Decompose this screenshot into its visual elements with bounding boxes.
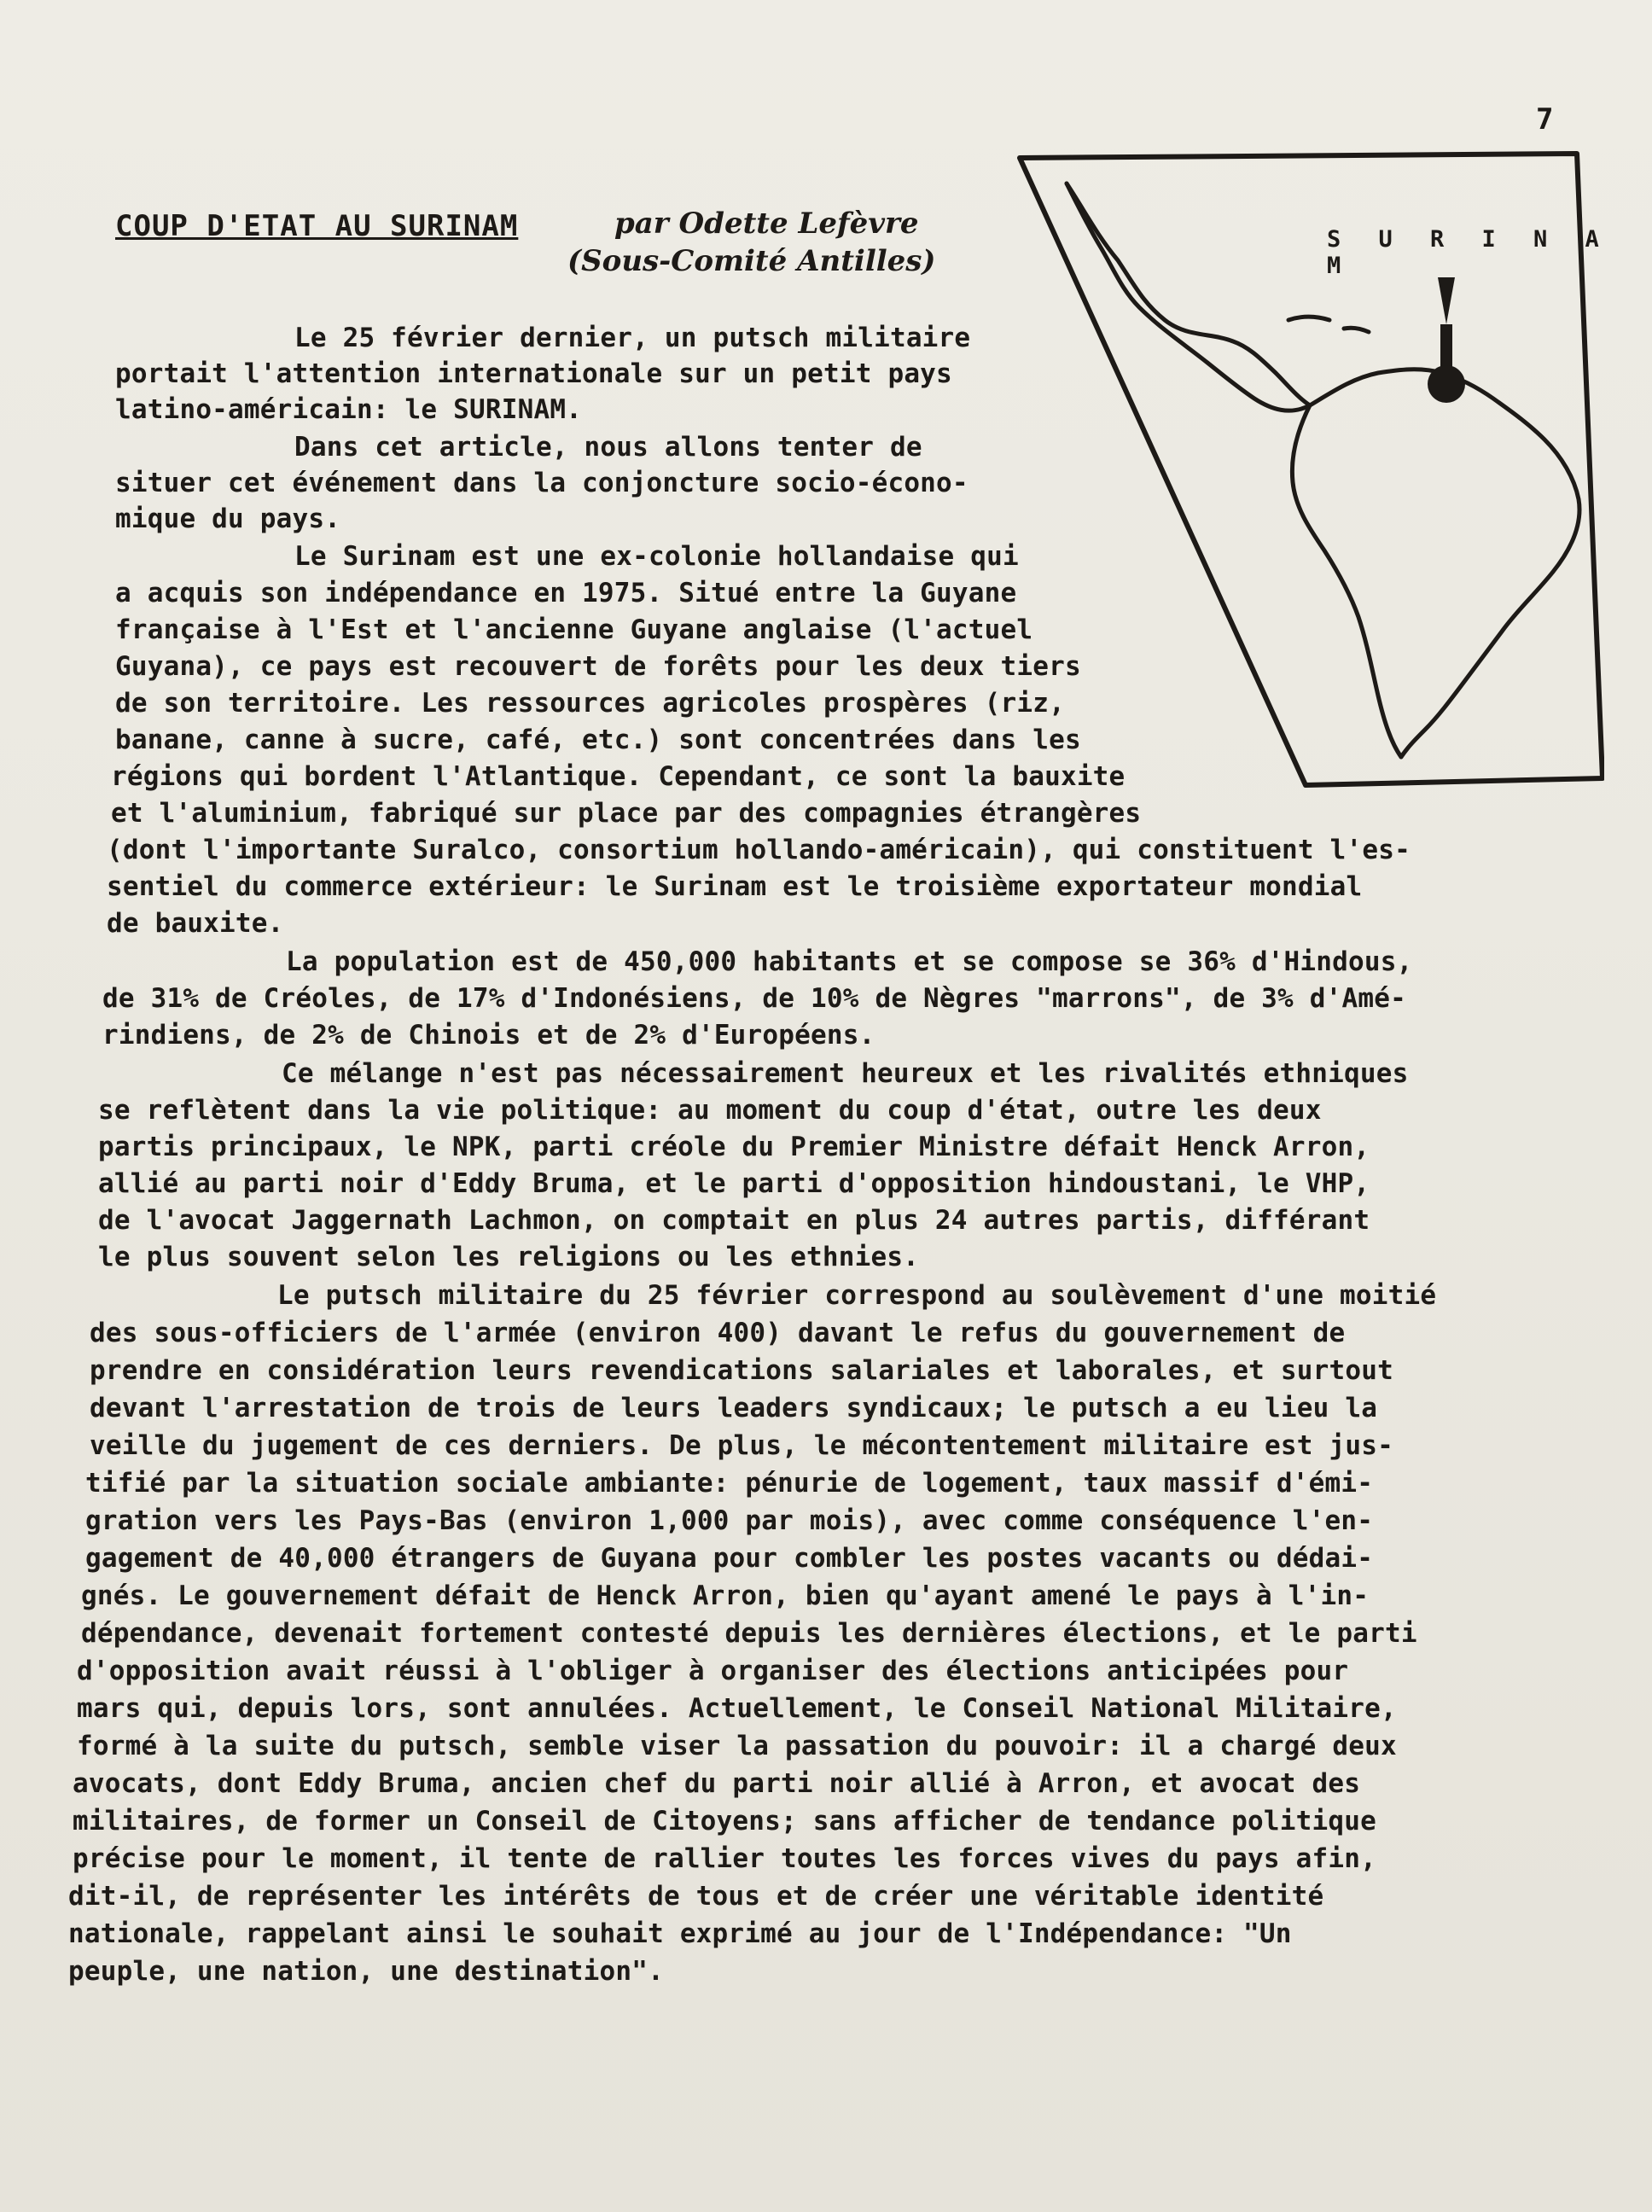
text-line: française à l'Est et l'ancienne Guyane anglaise (l'actuel [115, 614, 1033, 645]
byline-affiliation: (Sous-Comité Antilles) [567, 244, 936, 278]
text-line: allié au parti noir d'Eddy Bruma, et le parti d'opposition hindoustani, le VHP, [98, 1168, 1370, 1199]
text-line: formé à la suite du putsch, semble viser la passation du pouvoir: il a chargé deux [77, 1731, 1397, 1761]
text-line: d'opposition avait réussi à l'obliger à organiser des élections anticipées pour [77, 1656, 1349, 1686]
byline-author: par Odette Lefèvre [614, 207, 919, 241]
text-line: situer cet événement dans la conjoncture socio-écono- [115, 468, 969, 498]
text-line: gration vers les Pays-Bas (environ 1,000 par mois), avec comme conséquence l'en- [85, 1505, 1374, 1536]
byline [567, 205, 936, 280]
text-line: le plus souvent selon les religions ou les ethnies. [98, 1242, 920, 1272]
text-line: de l'avocat Jaggernath Lachmon, on comptait en plus 24 autres partis, différant [98, 1205, 1370, 1236]
text-line: militaires, de former un Conseil de Citoyens; sans afficher de tendance politique [73, 1806, 1376, 1837]
text-line: rindiens, de 2% de Chinois et de 2% d'Européens. [102, 1020, 875, 1051]
text-line: avocats, dont Eddy Bruma, ancien chef du parti noir allié à Arron, et avocat des [73, 1768, 1361, 1799]
text-line: veille du jugement de ces derniers. De plus, le mécontentement militaire est jus- [90, 1430, 1393, 1461]
text-line: tifié par la situation sociale ambiante: pénurie de logement, taux massif d'émi- [85, 1468, 1374, 1499]
text-line: se reflètent dans la vie politique: au moment du coup d'état, outre les deux [98, 1095, 1322, 1126]
text-line: (dont l'importante Suralco, consortium hollando-américain), qui constituent l'es- [107, 835, 1411, 865]
text-line: partis principaux, le NPK, parti créole du Premier Ministre défait Henck Arron, [98, 1132, 1370, 1162]
text-line: peuple, une nation, une destination". [68, 1956, 664, 1987]
text-line: banane, canne à sucre, café, etc.) sont concentrées dans les [115, 725, 1081, 755]
text-line: Le putsch militaire du 25 février correspond au soulèvement d'une moitié [277, 1280, 1437, 1311]
text-line: sentiel du commerce extérieur: le Surinam est le troisième exportateur mondial [107, 871, 1363, 902]
text-line: gnés. Le gouvernement défait de Henck Arron, bien qu'ayant amené le pays à l'in- [81, 1580, 1370, 1611]
text-line: et l'aluminium, fabriqué sur place par des compagnies étrangères [111, 798, 1142, 829]
page-number: 7 [1536, 102, 1554, 137]
text-line: de 31% de Créoles, de 17% d'Indonésiens, de 10% de Nègres "marrons", de 3% d'Amé- [102, 983, 1406, 1014]
text-line: dépendance, devenait fortement contesté depuis les dernières élections, et le parti [81, 1618, 1417, 1649]
text-line: des sous-officiers de l'armée (environ 400) davant le refus du gouvernement de [90, 1318, 1346, 1348]
text-line: de son territoire. Les ressources agricoles prospères (riz, [115, 688, 1065, 719]
text-line: La population est de 450,000 habitants et se compose se 36% d'Hindous, [286, 946, 1413, 977]
text-line: latino-américain: le SURINAM. [115, 394, 583, 425]
text-line: Le Surinam est une ex-colonie hollandaise qui [294, 541, 1019, 572]
text-line: précise pour le moment, il tente de rallier toutes les forces vives du pays afin, [73, 1843, 1376, 1874]
text-line: de bauxite. [107, 908, 284, 939]
text-line: Ce mélange n'est pas nécessairement heureux et les rivalités ethniques [282, 1058, 1409, 1089]
text-line: a acquis son indépendance en 1975. Situé entre la Guyane [115, 578, 1017, 608]
text-line: mique du pays. [115, 504, 341, 534]
text-line: gagement de 40,000 étrangers de Guyana pour combler les postes vacants ou dédai- [85, 1543, 1374, 1574]
surinam-marker [1428, 277, 1465, 403]
text-line: devant l'arrestation de trois de leurs leaders syndicaux; le putsch a eu lieu la [90, 1393, 1378, 1423]
text-line: Dans cet article, nous allons tenter de [294, 432, 922, 463]
text-line: prendre en considération leurs revendications salariales et laborales, et surtout [90, 1355, 1393, 1386]
text-line: régions qui bordent l'Atlantique. Cependant, ce sont la bauxite [111, 761, 1126, 792]
text-line: Le 25 février dernier, un putsch militaire [294, 323, 971, 353]
text-line: dit-il, de représenter les intérêts de tous et de créer une véritable identité [68, 1881, 1324, 1912]
article-title: COUP D'ETAT AU SURINAM [115, 209, 519, 243]
map-label: S U R I N A M [1327, 226, 1611, 279]
text-line: portait l'attention internationale sur un petit pays [115, 358, 952, 389]
text-line: mars qui, depuis lors, sont annulées. Actuellement, le Conseil National Militaire, [77, 1693, 1397, 1724]
text-line: Guyana), ce pays est recouvert de forêts pour les deux tiers [115, 651, 1081, 682]
text-line: nationale, rappelant ainsi le souhait exprimé au jour de l'Indépendance: "Un [68, 1918, 1292, 1949]
